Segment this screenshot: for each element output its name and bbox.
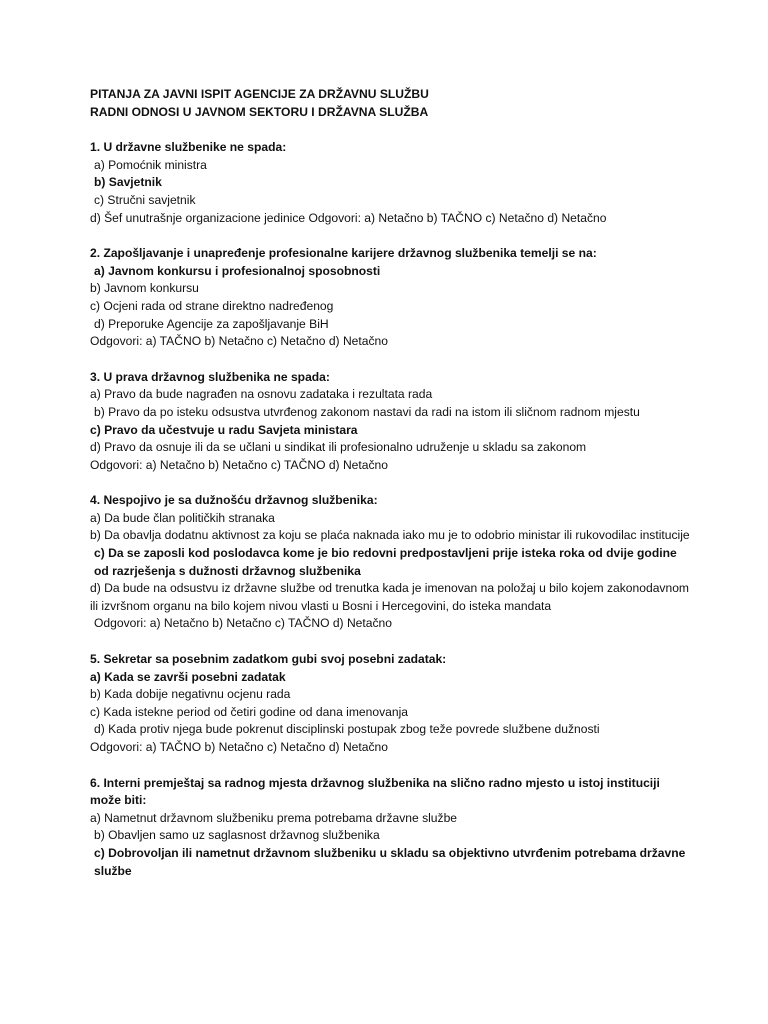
answer-option: a) Nametnut državnom službeniku prema potrebama državne službe — [90, 810, 458, 825]
question-text: 3. U prava državnog službenika ne spada: — [90, 369, 330, 384]
question-text: 5. Sekretar sa posebnim zadatkom gubi svoj posebni zadatak: — [90, 652, 447, 667]
answer-option-correct: c) Dobrovoljan ili nametnut državnom službeniku u skladu sa objektivno utvrđenim potrebama državne službe — [94, 845, 686, 878]
answer-option: a) Pravo da bude nagrađen na osnovu zadataka i rezultata rada — [90, 387, 433, 402]
answer-option: d) Da bude na odsustvu iz državne službe od trenutka kada je imenovan na položaj u bilo kojem zakonodavnom ili izvršnom organu na bilo kojem nivou vlasti u Bosni i Hercegovini, do isteka mandata — [90, 581, 690, 613]
document-page — [90, 86, 690, 880]
question-5 — [90, 651, 690, 757]
question-6 — [90, 775, 690, 881]
answer-option: c) Stručni savjetnik — [94, 192, 196, 207]
question-text: 6. Interni premještaj sa radnog mjesta državnog službenika na slično radno mjesto u istoj instituciji može biti: — [90, 775, 660, 808]
document-title-line-1: PITANJA ZA JAVNI ISPIT AGENCIJE ZA DRŽAVNU SLUŽBU — [90, 87, 429, 101]
question-4 — [90, 492, 690, 633]
answer-option-correct: a) Kada se završi posebni zadatak — [90, 669, 286, 684]
answer-option: b) Pravo da po isteku odsustva utvrđenog zakonom nastavi da radi na istom ili sličnom radnom mjestu — [94, 404, 640, 419]
question-text: 2. Zapošljavanje i unapređenje profesionalne karijere državnog službenika temelji se na: — [90, 246, 597, 261]
answer-option: d) Preporuke Agencije za zapošljavanje BiH — [94, 316, 329, 331]
answer-option: b) Kada dobije negativnu ocjenu rada — [90, 687, 291, 702]
answer-option: b) Javnom konkursu — [90, 281, 199, 296]
answer-option: b) Da obavlja dodatnu aktivnost za koju se plaća naknada iako mu je to odobrio ministar ili rukovodilac institucije — [90, 528, 690, 543]
answers-summary: Odgovori: a) Netačno b) Netačno c) TAČNO d) Netačno — [94, 616, 392, 631]
answer-option: a) Da bude član političkih stranaka — [90, 510, 275, 525]
answers-summary: Odgovori: a) Netačno b) Netačno c) TAČNO d) Netačno — [90, 457, 388, 472]
answers-summary: Odgovori: a) TAČNO b) Netačno c) Netačno d) Netačno — [90, 740, 388, 754]
answer-option-correct: b) Savjetnik — [94, 175, 162, 190]
document-title-line-2: RADNI ODNOSI U JAVNOM SEKTORU I DRŽAVNA SLUŽBA — [90, 104, 429, 119]
answer-option: b) Obavljen samo uz saglasnost državnog službenika — [94, 828, 380, 843]
answers-summary: Odgovori: a) TAČNO b) Netačno c) Netačno d) Netačno — [90, 334, 388, 349]
answer-option-correct: c) Pravo da učestvuje u radu Savjeta ministara — [90, 422, 358, 437]
answer-option: a) Pomoćnik ministra — [94, 157, 207, 172]
question-text: 4. Nespojivo je sa dužnošću državnog službenika: — [90, 493, 378, 508]
answer-option: c) Ocjeni rada od strane direktno nadređenog — [90, 298, 334, 313]
answer-option-correct: a) Javnom konkursu i profesionalnoj sposobnosti — [94, 263, 381, 278]
answer-option: d) Kada protiv njega bude pokrenut disciplinski postupak zbog teže povrede službene dužnosti — [94, 722, 600, 737]
question-3 — [90, 369, 690, 475]
answer-option: c) Kada istekne period od četiri godine od dana imenovanja — [90, 704, 409, 719]
question-text: 1. U državne službenike ne spada: — [90, 140, 287, 155]
answer-option: d) Šef unutrašnje organizacione jedinice Odgovori: a) Netačno b) TAČNO c) Netačno d) Netačno — [90, 210, 607, 225]
answer-option-correct: c) Da se zaposli kod poslodavca kome je bio redovni predpostavljeni prije isteka roka od dvije godine od razrješenja s dužnosti državnog službenika — [94, 546, 677, 578]
answer-option: d) Pravo da osnuje ili da se učlani u sindikat ili profesionalno udruženje u skladu sa zakonom — [90, 440, 587, 455]
question-1 — [90, 139, 690, 227]
question-2 — [90, 245, 690, 351]
